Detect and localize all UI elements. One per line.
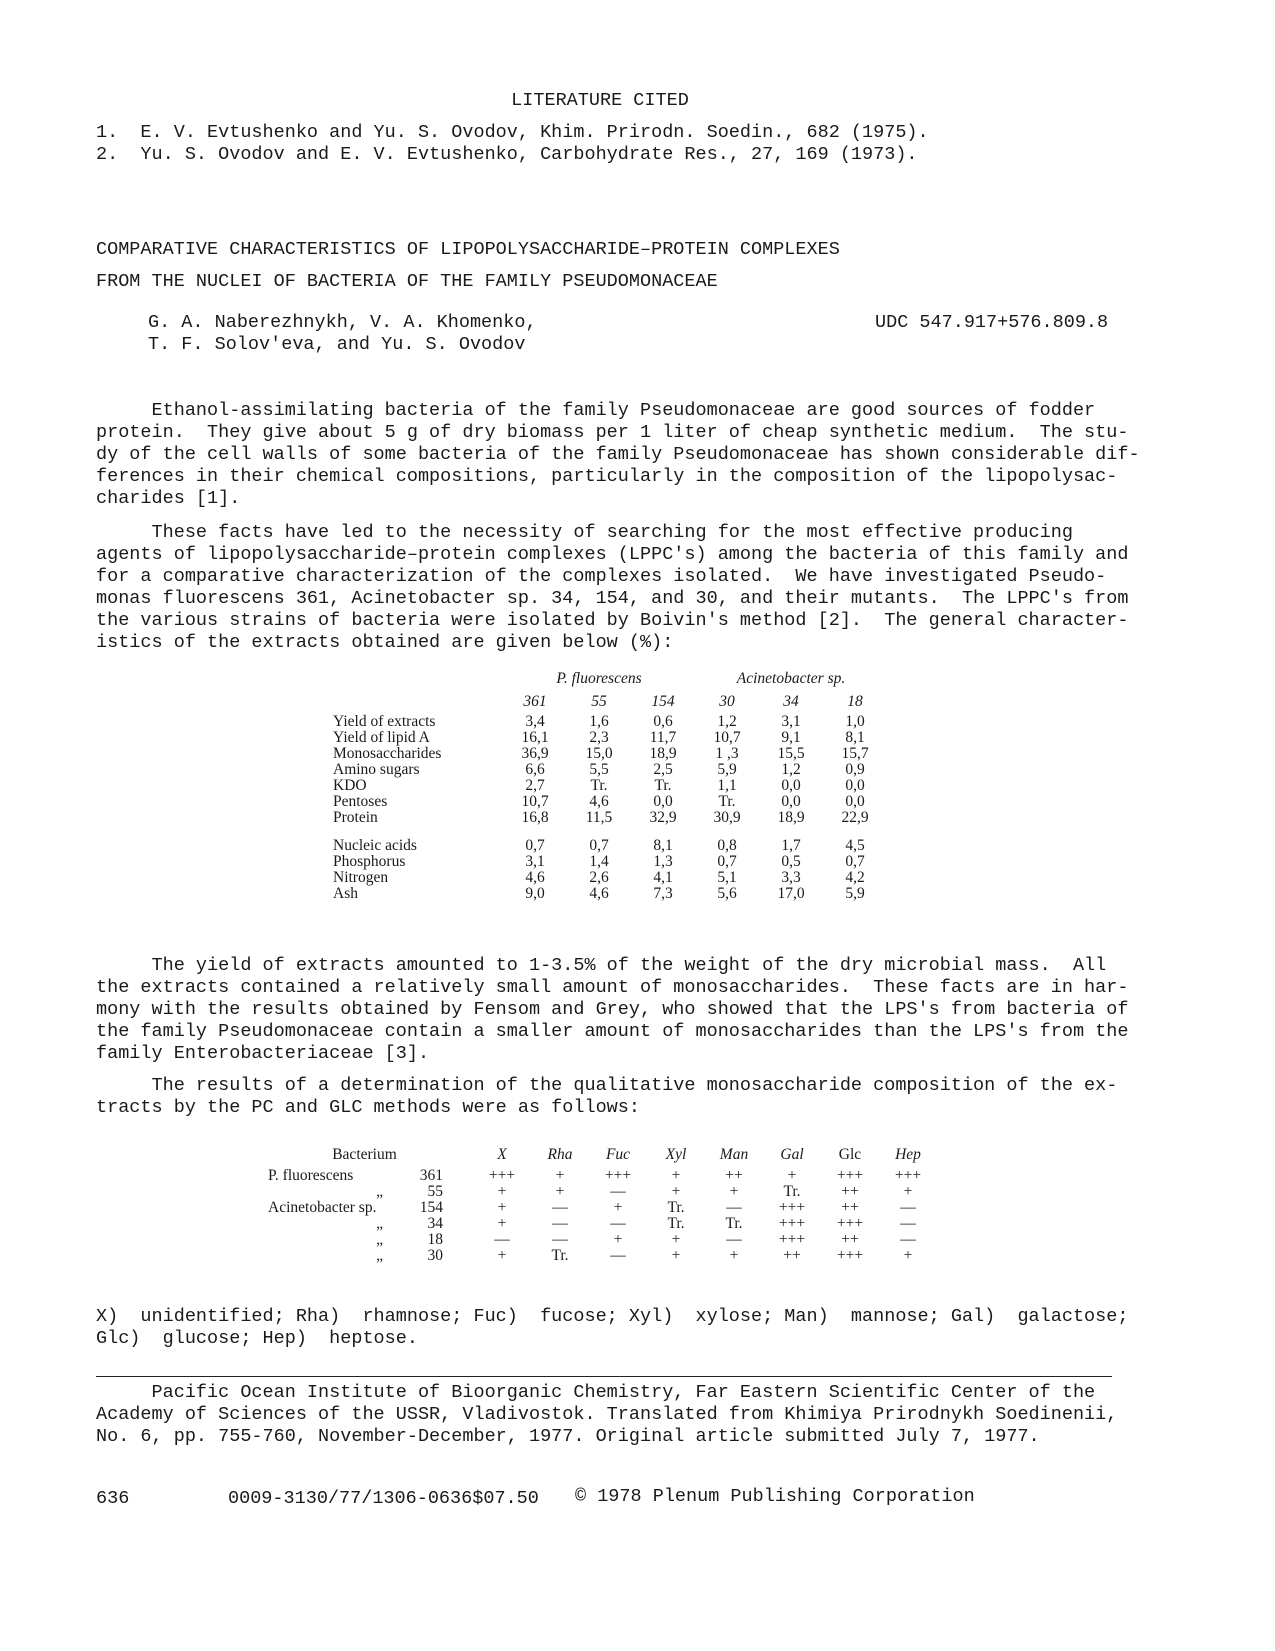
- table-cell: Tr.: [783, 1183, 801, 1200]
- bacterium-name: „: [376, 1183, 383, 1200]
- table-body-main: [333, 714, 887, 826]
- row-label: Phosphorus: [333, 853, 406, 870]
- table-cell: 0,9: [845, 761, 865, 778]
- table-cell: 8,1: [653, 837, 673, 854]
- table-cell: 4,1: [653, 869, 673, 886]
- table-cell: 5,9: [717, 761, 737, 778]
- table-row: [268, 1200, 937, 1216]
- table-row: [333, 854, 887, 870]
- table-cell: 2,3: [589, 729, 609, 746]
- table-cell: 22,9: [841, 809, 869, 826]
- strain-header: 361: [523, 693, 547, 710]
- table-cell: 0,7: [717, 853, 737, 870]
- table-cell: —: [726, 1231, 742, 1248]
- table-strain-header: [333, 690, 887, 714]
- column-header: X: [497, 1146, 507, 1163]
- paragraph-3: [96, 955, 1128, 1065]
- literature-heading: LITERATURE CITED: [511, 90, 689, 111]
- column-header: Man: [719, 1146, 749, 1163]
- column-header: Fuc: [605, 1146, 631, 1163]
- table-row: [333, 794, 887, 810]
- table-cell: 15,5: [777, 745, 805, 762]
- bacterium-name: „: [376, 1231, 383, 1248]
- table-row: [333, 870, 887, 886]
- article-title: [96, 234, 840, 298]
- paragraph-line: The yield of extracts amounted to 1-3.5% of the weight of the dry microbial mass. All: [96, 955, 1107, 976]
- table-cell: 1,3: [653, 853, 673, 870]
- table-cell: 3,3: [781, 869, 801, 886]
- table-cell: +: [497, 1247, 507, 1264]
- table-cell: +: [555, 1167, 565, 1184]
- table-cell: 5,1: [717, 869, 737, 886]
- paragraph-line: the family Pseudomonaceae contain a smaller amount of monosaccharides than the LPS's from the: [96, 1021, 1129, 1042]
- table-cell: 0,0: [845, 793, 865, 810]
- legend-line: Glc) glucose; Hep) heptose.: [96, 1328, 418, 1349]
- table-row: [268, 1216, 937, 1232]
- table-cell: +++: [836, 1215, 864, 1232]
- monosaccharide-table: [268, 1142, 937, 1264]
- paragraph-line: the extracts contained a relatively small amount of monosaccharides. These facts are in har-: [96, 977, 1129, 998]
- footnote-divider: [96, 1376, 1112, 1377]
- bacterium-name: „: [376, 1247, 383, 1264]
- paragraph-1: [96, 400, 1140, 510]
- table-cell: +: [671, 1167, 681, 1184]
- table-cell: 1,4: [589, 853, 609, 870]
- table-cell: 16,8: [521, 809, 549, 826]
- column-header: Hep: [895, 1146, 921, 1163]
- table-cell: ++: [841, 1183, 859, 1200]
- paragraph-line: dy of the cell walls of some bacteria of the family Pseudomonaceae has shown considerable dif-: [96, 444, 1140, 465]
- paragraph-line: These facts have led to the necessity of searching for the most effective producing: [96, 522, 1073, 543]
- table-cell: —: [610, 1215, 626, 1232]
- table-cell: 5,9: [845, 885, 865, 902]
- table-cell: 8,1: [845, 729, 865, 746]
- table-cell: 10,7: [713, 729, 741, 746]
- table-cell: 1,2: [781, 761, 801, 778]
- strain-header: 30: [719, 693, 735, 710]
- column-header: Rha: [547, 1146, 573, 1163]
- table-cell: 30,9: [713, 809, 741, 826]
- table-cell: +++: [894, 1167, 922, 1184]
- table-cell: +: [497, 1215, 507, 1232]
- table-cell: +: [671, 1183, 681, 1200]
- column-header: Gal: [780, 1146, 804, 1163]
- table-cell: 10,7: [521, 793, 549, 810]
- reference-2: 2. Yu. S. Ovodov and E. V. Evtushenko, Carbohydrate Res., 27, 169 (1973).: [96, 144, 918, 165]
- row-label: Ash: [333, 885, 358, 902]
- table-cell: +: [555, 1183, 565, 1200]
- bacterium-strain: 55: [427, 1183, 443, 1200]
- table-cell: +: [497, 1183, 507, 1200]
- table-row: [333, 714, 887, 730]
- table-cell: 0,8: [717, 837, 737, 854]
- row-label: Nitrogen: [333, 869, 389, 886]
- table-row: [268, 1232, 937, 1248]
- table-cell: +: [903, 1247, 913, 1264]
- table-cell: 32,9: [649, 809, 677, 826]
- table-cell: Tr.: [551, 1247, 569, 1264]
- table-cell: 1,1: [717, 777, 737, 794]
- table-cell: —: [726, 1199, 742, 1216]
- table-row: [333, 746, 887, 762]
- table-cell: 1,7: [781, 837, 801, 854]
- paragraph-4: [96, 1075, 1117, 1119]
- strain-header: 34: [783, 693, 799, 710]
- reference-1: 1. E. V. Evtushenko and Yu. S. Ovodov, Khim. Prirodn. Soedin., 682 (1975).: [96, 122, 929, 143]
- table-cell: 2,6: [589, 869, 609, 886]
- title-line-1: COMPARATIVE CHARACTERISTICS OF LIPOPOLYSACCHARIDE–PROTEIN COMPLEXES: [96, 239, 840, 260]
- table-cell: ++: [841, 1199, 859, 1216]
- paragraph-line: The results of a determination of the qualitative monosaccharide composition of the ex-: [96, 1075, 1118, 1096]
- table-cell: +: [729, 1247, 739, 1264]
- table-cell: —: [494, 1231, 510, 1248]
- reference-list: [96, 122, 929, 166]
- paragraph-line: Ethanol-assimilating bacteria of the family Pseudomonaceae are good sources of fodder: [96, 400, 1096, 421]
- udc-code: UDC 547.917+576.809.8: [875, 312, 1109, 333]
- column-header: Xyl: [665, 1146, 687, 1163]
- table-cell: +++: [778, 1199, 806, 1216]
- table-row: [333, 778, 887, 794]
- legend-line: X) unidentified; Rha) rhamnose; Fuc) fucose; Xyl) xylose; Man) mannose; Gal) galactose;: [96, 1306, 1129, 1327]
- table-cell: 0,0: [781, 777, 801, 794]
- table-cell: 11,5: [585, 809, 613, 826]
- bacterium-strain: 30: [427, 1247, 443, 1264]
- paragraph-line: charides [1].: [96, 488, 241, 509]
- bacterium-strain: 154: [419, 1199, 443, 1216]
- table-row: [333, 730, 887, 746]
- bacterium-name: „: [376, 1215, 383, 1232]
- table-cell: ++: [841, 1231, 859, 1248]
- table-cell: 0,6: [653, 713, 673, 730]
- table-cell: Tr.: [667, 1199, 685, 1216]
- table-cell: +: [903, 1183, 913, 1200]
- row-label: Yield of lipid A: [333, 729, 430, 746]
- affiliation-note: [96, 1382, 1117, 1448]
- table-cell: +: [671, 1231, 681, 1248]
- table-row: [268, 1248, 937, 1264]
- table-row: [268, 1184, 937, 1200]
- paragraph-line: the various strains of bacteria were isolated by Boivin's method [2]. The general character-: [96, 610, 1129, 631]
- bacterium-name: Acinetobacter sp.: [268, 1199, 377, 1216]
- table-cell: Tr.: [590, 777, 608, 794]
- table-cell: —: [552, 1231, 568, 1248]
- table-cell: 1,0: [845, 713, 865, 730]
- table-cell: 16,1: [521, 729, 549, 746]
- table-cell: —: [610, 1247, 626, 1264]
- table-cell: 9,1: [781, 729, 801, 746]
- bacterium-name: P. fluorescens: [268, 1167, 354, 1184]
- affiliation-line: Pacific Ocean Institute of Bioorganic Chemistry, Far Eastern Scientific Center of the: [96, 1382, 1096, 1403]
- table-cell: +++: [836, 1167, 864, 1184]
- table-cell: —: [610, 1183, 626, 1200]
- paragraph-line: istics of the extracts obtained are given below (%):: [96, 632, 674, 653]
- article-code: 0009-3130/77/1306-0636$07.50: [228, 1488, 539, 1509]
- paragraph-line: mony with the results obtained by Fensom and Grey, who showed that the LPS's from bacteria of: [96, 999, 1129, 1020]
- paragraph-line: ferences in their chemical compositions, particularly in the composition of the lipopolysac-: [96, 466, 1118, 487]
- table-cell: 0,0: [845, 777, 865, 794]
- table-row: [333, 838, 887, 854]
- header-bacterium: Bacterium: [332, 1146, 397, 1163]
- table-cell: 15,7: [841, 745, 869, 762]
- table-cell: Tr.: [654, 777, 672, 794]
- table-cell: Tr.: [667, 1215, 685, 1232]
- authors-line-2: T. F. Solov'eva, and Yu. S. Ovodov: [148, 334, 526, 355]
- table-cell: 1 ,3: [715, 745, 739, 762]
- table-cell: 0,0: [781, 793, 801, 810]
- abbreviation-legend: [96, 1306, 1128, 1350]
- paragraph-line: for a comparative characterization of the complexes isolated. We have investigated Pseudo-: [96, 566, 1107, 587]
- table-cell: 0,7: [525, 837, 545, 854]
- strain-header: 18: [847, 693, 863, 710]
- table-cell: 5,6: [717, 885, 737, 902]
- paragraph-line: protein. They give about 5 g of dry biomass per 1 liter of cheap synthetic medium. The stu-: [96, 422, 1129, 443]
- table-cell: 3,1: [525, 853, 545, 870]
- table-cell: 18,9: [649, 745, 677, 762]
- table-row: [268, 1168, 937, 1184]
- table-row: [333, 762, 887, 778]
- table-cell: 15,0: [585, 745, 613, 762]
- table-cell: 3,4: [525, 713, 545, 730]
- table-cell: +++: [604, 1167, 632, 1184]
- table-cell: 4,5: [845, 837, 865, 854]
- table-cell: 4,2: [845, 869, 865, 886]
- group-p-fluorescens: P. fluorescens: [556, 670, 642, 687]
- copyright-notice: © 1978 Plenum Publishing Corporation: [575, 1486, 975, 1507]
- row-label: Pentoses: [333, 793, 388, 810]
- table-cell: 4,6: [589, 885, 609, 902]
- table-cell: 0,5: [781, 853, 801, 870]
- table-cell: ++: [783, 1247, 801, 1264]
- table-cell: +: [729, 1183, 739, 1200]
- table-cell: Tr.: [725, 1215, 743, 1232]
- row-label: Monosaccharides: [333, 745, 442, 762]
- authors: [148, 312, 537, 356]
- bacterium-strain: 34: [427, 1215, 443, 1232]
- table-cell: +: [613, 1231, 623, 1248]
- paragraph-line: family Enterobacteriaceae [3].: [96, 1043, 430, 1064]
- bacterium-strain: 18: [427, 1231, 443, 1248]
- bacterium-strain: 361: [419, 1167, 443, 1184]
- table-cell: 0,7: [589, 837, 609, 854]
- table-cell: +: [497, 1199, 507, 1216]
- table-cell: —: [900, 1215, 916, 1232]
- table-cell: ++: [725, 1167, 743, 1184]
- table-cell: 11,7: [649, 729, 677, 746]
- table-cell: +: [671, 1247, 681, 1264]
- table-cell: 5,5: [589, 761, 609, 778]
- table-cell: 2,7: [525, 777, 545, 794]
- table-cell: +: [787, 1167, 797, 1184]
- paragraph-2: [96, 522, 1128, 654]
- table-cell: —: [552, 1215, 568, 1232]
- table-cell: 3,1: [781, 713, 801, 730]
- table-cell: —: [552, 1199, 568, 1216]
- row-label: Amino sugars: [333, 761, 420, 778]
- strain-header: 154: [651, 693, 675, 710]
- table-cell: 0,7: [845, 853, 865, 870]
- column-header: Glc: [838, 1146, 862, 1163]
- table-cell: 2,5: [653, 761, 673, 778]
- table-cell: 4,6: [525, 869, 545, 886]
- table-cell: 9,0: [525, 885, 545, 902]
- row-label: Nucleic acids: [333, 837, 417, 854]
- row-label: Protein: [333, 809, 378, 826]
- title-line-2: FROM THE NUCLEI OF BACTERIA OF THE FAMILY PSEUDOMONACEAE: [96, 271, 718, 292]
- table-cell: +++: [778, 1215, 806, 1232]
- table-cell: 1,2: [717, 713, 737, 730]
- row-label: KDO: [333, 777, 367, 794]
- table-body-secondary: [333, 838, 887, 902]
- table-cell: +++: [778, 1231, 806, 1248]
- table-cell: +++: [836, 1247, 864, 1264]
- table-cell: +: [613, 1199, 623, 1216]
- affiliation-line: Academy of Sciences of the USSR, Vladivostok. Translated from Khimiya Prirodnykh Soedinenii,: [96, 1404, 1118, 1425]
- page-number: 636: [96, 1488, 130, 1509]
- table-cell: +++: [488, 1167, 516, 1184]
- table-row: [333, 886, 887, 902]
- authors-line-1: G. A. Naberezhnykh, V. A. Khomenko,: [148, 312, 537, 333]
- group-acinetobacter: Acinetobacter sp.: [736, 670, 846, 687]
- table-row: [333, 810, 887, 826]
- table-cell: 0,0: [653, 793, 673, 810]
- paragraph-line: tracts by the PC and GLC methods were as follows:: [96, 1097, 640, 1118]
- affiliation-line: No. 6, pp. 755-760, November-December, 1977. Original article submitted July 7, 1977.: [96, 1426, 1040, 1447]
- row-label: Yield of extracts: [333, 713, 436, 730]
- table-cell: —: [900, 1199, 916, 1216]
- table-cell: 1,6: [589, 713, 609, 730]
- table-cell: Tr.: [718, 793, 736, 810]
- table-cell: 17,0: [777, 885, 805, 902]
- strain-header: 55: [591, 693, 607, 710]
- table-cell: 6,6: [525, 761, 545, 778]
- paragraph-line: monas fluorescens 361, Acinetobacter sp. 34, 154, and 30, and their mutants. The LPPC's from: [96, 588, 1129, 609]
- table-cell: 36,9: [521, 745, 549, 762]
- table-header-row: [268, 1142, 937, 1168]
- table-cell: 7,3: [653, 885, 673, 902]
- table-cell: —: [900, 1231, 916, 1248]
- composition-table: [333, 668, 887, 902]
- table-cell: 18,9: [777, 809, 805, 826]
- table-cell: 4,6: [589, 793, 609, 810]
- table-group-header: [333, 668, 887, 690]
- paragraph-line: agents of lipopolysaccharide–protein complexes (LPPC's) among the bacteria of this family and: [96, 544, 1129, 565]
